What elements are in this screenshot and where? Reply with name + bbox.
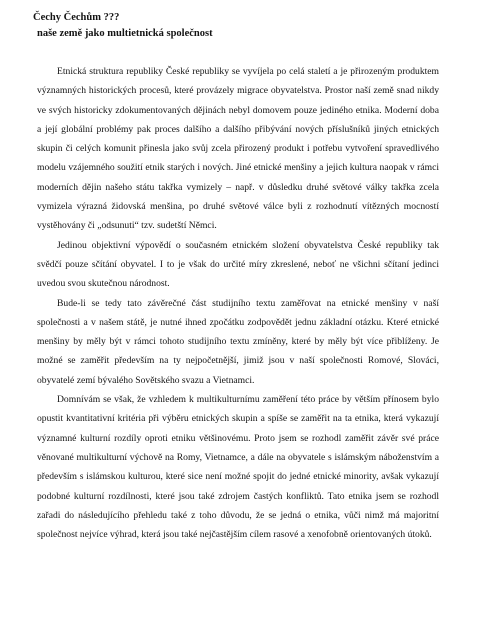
document-body (37, 62, 439, 544)
paragraph-selection-criteria: Domnívám se však, že vzhledem k multikulturnímu zaměření této práce by větším přínosem bylo opustit kvantitativní kritéria při výběru etnických skupin a spíše se zaměřit na ta etnika, která vykazují významné kulturní rozdíly oproti etniku většinovému. Proto jsem se rozhodl zaměřit závěr své práce věnované multikulturní výchově na Romy, Vietnamce, a dále na obyvatele s islámským náboženstvím a především s islámskou kulturou, které sice není možné spojit do jedné etnické minority, avšak vykazují podobné kulturní rozdílnosti, které jsou také zdrojem častých konfliktů. Tato etnika jsem se rozhodl zařadi do následujícího přehledu také z toho důvodu, že se jedná o etnika, vůči nimž má majoritní společnost nejvíce výhrad, která jsou také nejčastějším cílem rasové a xenofobně orientovaných útoků. (37, 394, 439, 541)
paragraph-minorities-focus: Bude-li se tedy tato závěrečné část studijního textu zaměřovat na etnické menšiny v naší společnosti a v našem státě, je nutné ihned zpočátku zodpovědět jednu základní otázku. Které etnické menšiny by měly být v rámci tohoto studijního textu zmíněny, které by měly být více přiblíženy. Je možné se zaměřit především na ty nejpočetnější, jimiž jsou v naší společnosti Romové, Slováci, obyvatelé zemí bývalého Sovětského svazu a Vietnamci. (37, 297, 439, 386)
document-subtitle: naše země jako multietnická společnost (37, 28, 213, 39)
document-title: Čechy Čechům ??? (33, 12, 120, 23)
paragraph-census: Jedinou objektivní výpovědí o současném etnickém složení obyvatelstva České republiky tak svědčí pouze sčítání obyvatel. I to je však do určité míry zkreslené, neboť ne všichni sčítaní jedinci uvedou svou skutečnou národnost. (37, 239, 439, 290)
paragraph-ethnic-structure: Etnická struktura republiky České republiky se vyvíjela po celá staletí a je přirozeným produktem významných historických procesů, které provázely migrace obyvatelstva. Prostor naší země snad nikdy ve svých historicky zdokumentovaných dějinách nebyl domovem pouze jediného etnika. Moderní doba a její globální problémy pak proces dalšího a dalšího přibývání nových příslušníků jiných etnických skupin či celých komunit přinesla jako svůj zcela přirozený produkt i potřebu vytvoření spravedlivého modelu vzájemného soužití etnik starých i nových. Jiné etnické menšiny a jejich kultura naopak v rámci moderních dějin našeho státu takřka vymizely – např. v důsledku druhé světové války takřka zcela vymizela výrazná židovská menšina, po druhé světové válce byli z rozhodnutí vítězných mocností vystěhovány či „odsunuti“ tzv. sudetští Němci. (37, 66, 439, 232)
